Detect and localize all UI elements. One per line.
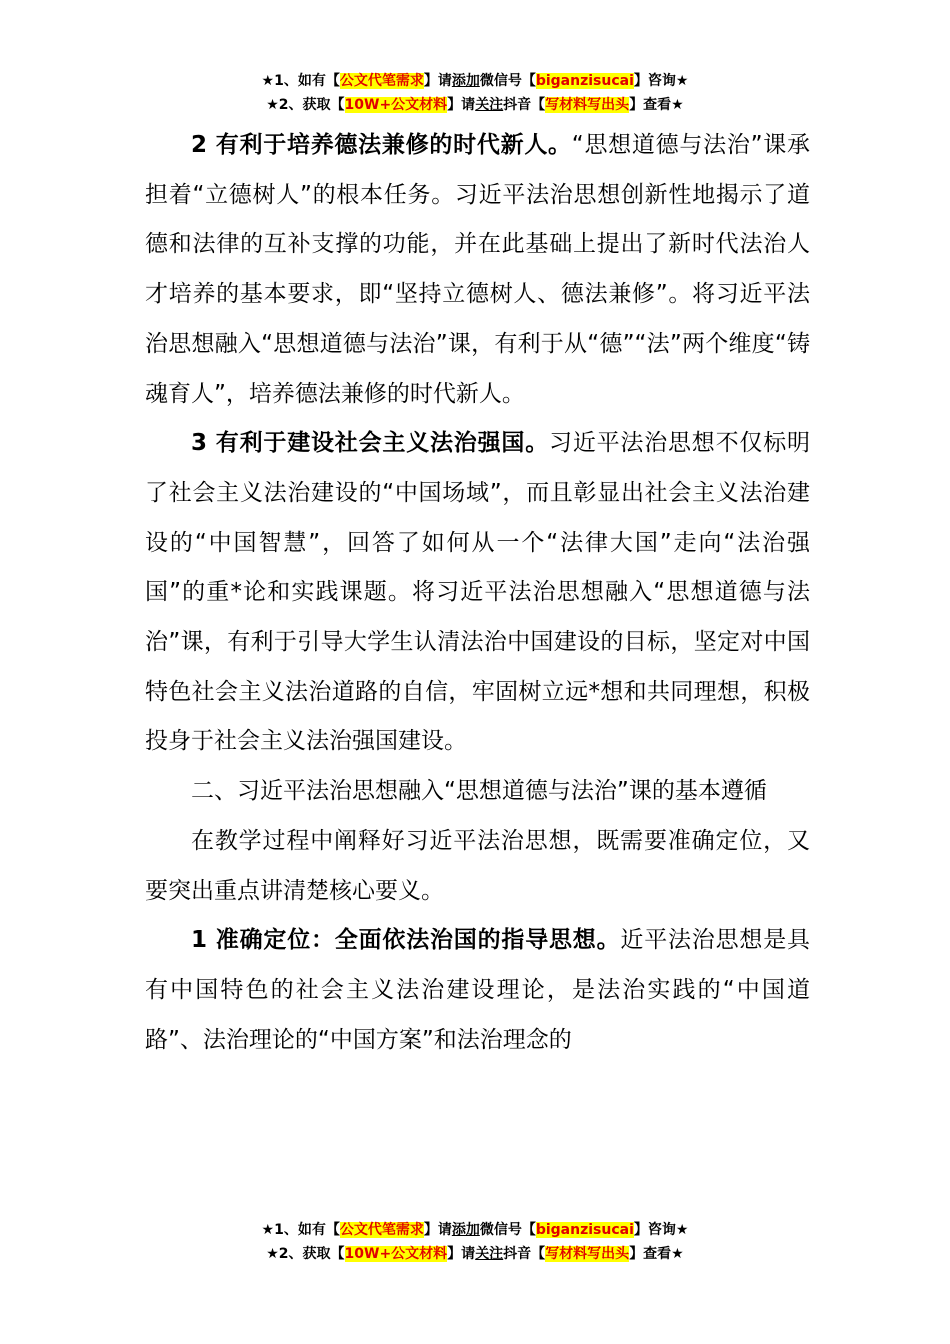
- header-banner: [0, 69, 950, 117]
- banner-text: 微信号【: [479, 1222, 536, 1238]
- paragraph-heading: 1 准确定位：全面依法治国的指导思想。: [191, 927, 621, 954]
- paragraph-text: 习近平法治思想不仅标明了社会主义法治建设的“中国场域”，而且彰显出社会主义法治建设的“中国智慧”，回答了如何从一个“法律大国”走向“法治强国”的重*论和实践课题。将习近平法治思想融入“思想道德与法治”课，有利于引导大学生认清法治中国建设的目标，坚定对中国特色社会主义法治道路的自信，牢固树立远*想和共同理想，积极投身于社会主义法治强国建设。: [145, 430, 811, 755]
- banner-highlight: biganzisucai: [535, 73, 634, 89]
- banner-highlight: 公文代笔需求: [339, 73, 424, 89]
- banner-text: ★2、获取【: [266, 1246, 345, 1262]
- banner-underline: 关注: [475, 97, 504, 113]
- section-heading: [145, 767, 810, 817]
- banner-text: 】请: [423, 73, 452, 89]
- banner-line-2: [0, 93, 950, 117]
- banner-line-1: [0, 1218, 950, 1242]
- banner-text: 】查看★: [629, 97, 684, 113]
- paragraph: [145, 817, 810, 916]
- document-body: [145, 121, 810, 1065]
- banner-text: 】查看★: [629, 1246, 684, 1262]
- banner-text: 】请: [447, 1246, 476, 1262]
- banner-underline: 关注: [475, 1246, 504, 1262]
- paragraph-text: 在教学过程中阐释好习近平法治思想，既需要准确定位，又要突出重点讲清楚核心要义。: [145, 827, 810, 904]
- banner-underline: 添加: [451, 73, 480, 89]
- banner-highlight: 10W+公文材料: [344, 97, 448, 113]
- paragraph: [145, 916, 810, 1065]
- paragraph-text: 二、习近平法治思想融入“思想道德与法治”课的基本遵循: [191, 778, 767, 805]
- banner-text: 】请: [447, 97, 476, 113]
- banner-text: 】咨询★: [633, 73, 689, 89]
- banner-text: 抖音【: [503, 1246, 546, 1262]
- banner-text: ★1、如有【: [261, 73, 340, 89]
- banner-highlight: 写材料写出头: [545, 1246, 630, 1262]
- banner-highlight: biganzisucai: [535, 1222, 634, 1238]
- banner-text: ★1、如有【: [261, 1222, 340, 1238]
- banner-highlight: 公文代笔需求: [339, 1222, 424, 1238]
- banner-text: 微信号【: [479, 73, 536, 89]
- paragraph-text: “思想道德与法治”课承担着“立德树人”的根本任务。习近平法治思想创新性地揭示了道德和法律的互补支撑的功能，并在此基础上提出了新时代法治人才培养的基本要求，即“坚持立德树人、德法兼修”。将习近平法治思想融入“思想道德与法治”课，有利于从“德”“法”两个维度“铸魂育人”，培养德法兼修的时代新人。: [145, 132, 810, 407]
- banner-highlight: 10W+公文材料: [344, 1246, 448, 1262]
- paragraph: [145, 419, 810, 767]
- banner-underline: 添加: [451, 1222, 480, 1238]
- banner-text: 抖音【: [503, 97, 546, 113]
- paragraph: [145, 121, 810, 419]
- banner-text: ★2、获取【: [266, 97, 345, 113]
- banner-text: 】请: [423, 1222, 452, 1238]
- footer-banner: [0, 1218, 950, 1266]
- banner-highlight: 写材料写出头: [545, 97, 630, 113]
- banner-line-2: [0, 1242, 950, 1266]
- banner-text: 】咨询★: [633, 1222, 689, 1238]
- paragraph-text: 近平法治思想是具有中国特色的社会主义法治建设理论，是法治实践的“中国道路”、法治理论的“中国方案”和法治理念的: [145, 927, 811, 1053]
- banner-line-1: [0, 69, 950, 93]
- paragraph-heading: 2 有利于培养德法兼修的时代新人。: [191, 132, 572, 158]
- paragraph-heading: 3 有利于建设社会主义法治强国。: [191, 430, 550, 457]
